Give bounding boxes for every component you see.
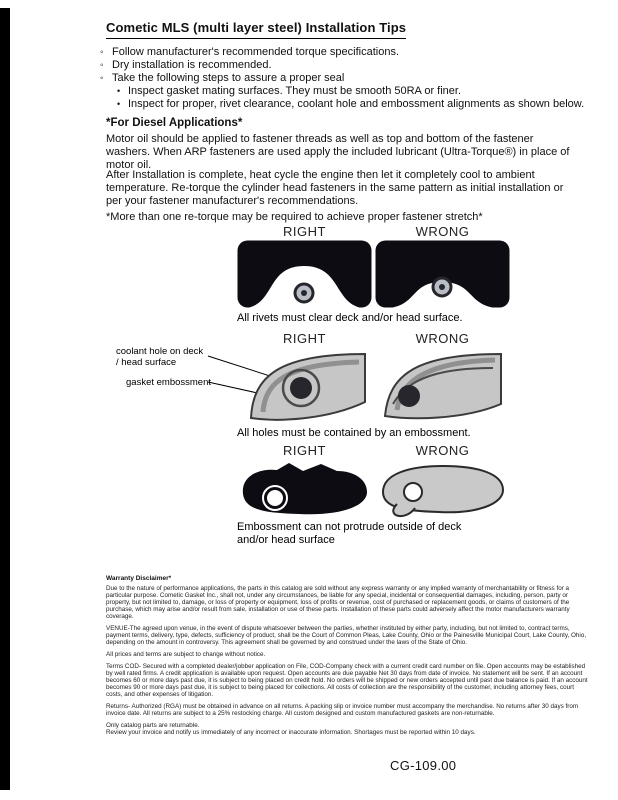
annotation-gasket-embossment: gasket embossment (126, 377, 212, 388)
bolt-hole-icon (404, 483, 422, 501)
bullet-icon: ◦ (100, 73, 104, 84)
rivet-diagram-right (237, 240, 372, 308)
coolant-right-illustration (237, 346, 372, 424)
right-label: RIGHT (283, 331, 326, 346)
bullet-text: Take the following steps to assure a proper seal (112, 72, 345, 84)
rivet-wrong-illustration (375, 240, 510, 308)
diesel-heading: *For Diesel Applications* (106, 117, 243, 129)
wrong-label: WRONG (415, 331, 470, 346)
bullet-text: Follow manufacturer's recommended torque specifications. (112, 46, 400, 58)
right-label: RIGHT (283, 443, 326, 458)
bullet-text: Dry installation is recommended. (112, 59, 272, 71)
diagram-caption-embossment: Embossment can not protrude outside of deck and/or head surface (237, 521, 462, 546)
embossment-right-illustration (237, 458, 372, 520)
right-label: RIGHT (283, 224, 326, 239)
bullet-icon: • (117, 86, 121, 96)
sub-bullet-item (117, 85, 461, 98)
warranty-paragraph: All prices and terms are subject to change without notice. (106, 651, 266, 658)
page-number: CG-109.00 (390, 758, 457, 773)
warranty-paragraph: VENUE-The agreed upon venue, in the event of dispute whatsoever between the parties, whether instituted by either party, including, but not limited to, contract terms, payment terms, delivery, type, defects, sufficiency of product, shall be the Court of Common Pleas, Lake County, Ohio or the Painesville Municipal Court, Lake County, Ohio, depending on the amount in controversy. This agreement shall be governed by and construed under the laws of the State of Ohio. (106, 625, 587, 646)
coolant-diagram-right (237, 346, 372, 424)
bullet-text: Inspect gasket mating surfaces. They must be smooth 50RA or finer. (128, 85, 462, 97)
warranty-heading: Warranty Disclaimer* (106, 575, 172, 582)
bullet-icon: ◦ (100, 60, 104, 71)
diagram-caption-holes: All holes must be contained by an embossment. (237, 427, 471, 439)
rivet-right-illustration (237, 240, 372, 308)
coolant-diagram-wrong (375, 346, 510, 424)
warranty-paragraph: Terms COD- Secured with a completed dealer/jobber application on File, COD-Company check with a current credit card number on file. Open accounts may be established by well rated firms. A credit application is available upon request. Open accounts are due payable Net 30 days from date of invoice. No statement will be sent. If an account becomes 60 or more days past due, it is subject to being placed on credit hold. No orders will be shipped or new orders accepted until past due balance is paid. If an account becomes 90 or more days past due, it is subject to being placed for collections. All costs of collection are the responsibility of the customer, including attorney fees, court costs, and other expenses of litigation. (106, 663, 588, 698)
bullet-item (100, 72, 344, 85)
warranty-paragraph: Review your invoice and notify us immediately of any incorrect or inaccurate information. Shortages must be reported within 10 days. (106, 729, 476, 736)
bullet-text: Inspect for proper, rivet clearance, coolant hole and embossment alignments as shown below. (128, 98, 585, 110)
bullet-icon: ◦ (100, 47, 104, 58)
rivet-diagram-wrong (375, 240, 510, 308)
annotation-coolant-hole: coolant hole on deck / head surface (116, 346, 204, 368)
embossment-diagram-wrong (375, 458, 510, 520)
wrong-label: WRONG (415, 224, 470, 239)
sub-bullet-item (117, 98, 584, 111)
retorque-note: *More than one re-torque may be required to achieve proper fastener stretch* (106, 211, 483, 223)
bolt-hole-icon (267, 490, 283, 506)
page-edge-strip (0, 8, 10, 790)
coolant-hole-icon (290, 377, 312, 399)
bullet-icon: • (117, 99, 121, 109)
warranty-paragraph: Due to the nature of performance applications, the parts in this catalog are sold without any express warranty or any implied warranty of merchantability or fitness for a particular purpose. Cometic Gasket Inc., shall not, under any circumstances, be liable for any special, incidental or consequential damages, including, person, party or property, but not limited to, damage, or loss of property or equipment, loss of profits or revenue, cost of purchased or replacement goods, or claims of customers of the purchase, which may arise and/or result from sale, installation or use of these parts. Installation of these parts could adversely affect the motor manufacturers warranty coverage. (106, 585, 570, 620)
coolant-hole-icon (398, 385, 420, 407)
warranty-section (106, 585, 592, 741)
coolant-wrong-illustration (375, 346, 510, 424)
embossment-diagram-right (237, 458, 372, 520)
warranty-paragraph: Returns- Authorized (RGA) must be obtained in advance on all returns. A packing slip or invoice number must accompany the merchandise. No returns after 30 days from invoice date. All returns are subject to a 25% restocking charge. All custom designed and custom manufactured gaskets are non-returnable. (106, 703, 579, 717)
page-title: Cometic MLS (multi layer steel) Installation Tips (106, 20, 406, 39)
diesel-paragraph: After Installation is complete, heat cycle the engine then let it completely cool to ambient temperature. Re-torque the cylinder head fasteners in the same pattern as initial installation or per your fastener manufacturer's recommendations. (106, 169, 564, 207)
wrong-label: WRONG (415, 443, 470, 458)
embossment-wrong-illustration (375, 458, 510, 520)
bullet-item (100, 59, 272, 72)
diesel-paragraph: Motor oil should be applied to fastener threads as well as top and bottom of the fastener washers. When ARP fasteners are used apply the included lubricant (Ultra-Torque®) in place of motor oil. (106, 133, 570, 171)
diagram-caption-rivets: All rivets must clear deck and/or head surface. (237, 312, 463, 324)
warranty-paragraph: Only catalog parts are returnable. (106, 722, 200, 729)
bullet-item (100, 46, 399, 59)
